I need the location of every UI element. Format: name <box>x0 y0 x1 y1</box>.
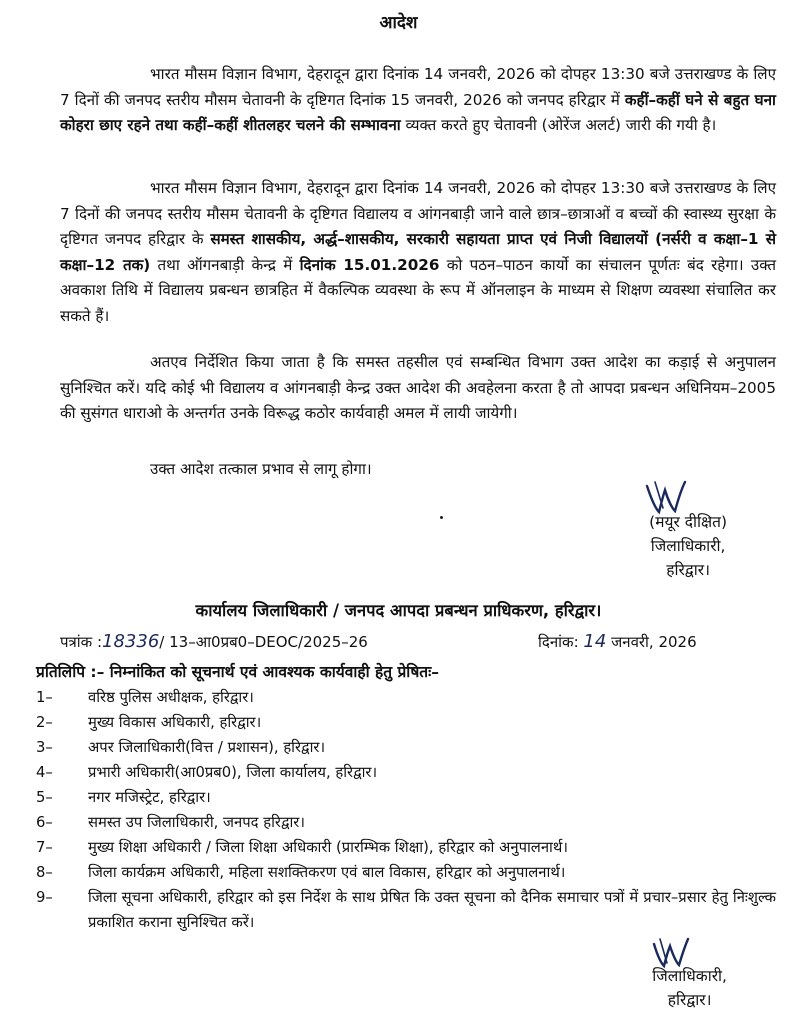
list-item <box>36 835 776 860</box>
list-item-text: मुख्य शिक्षा अधिकारी / जिला शिक्षा अधिकारी (प्रारम्भिक शिक्षा), हरिद्वार को अनुपालनार्थ। <box>88 839 568 856</box>
list-item-text: वरिष्ठ पुलिस अधीक्षक, हरिद्वार। <box>88 689 254 706</box>
list-item-number: 5– <box>36 789 53 806</box>
list-item-text: नगर मजिस्ट्रेट, हरिद्वार। <box>88 789 211 806</box>
paragraph-2-end: को पठन–पाठन कार्यो का संचालन पूर्णतः बंद रहेगा। उक्त अवकाश तिथि में विद्यालय प्रबन्धन छात्रहित में वैकल्पिक व्यवस्था के रूप में ऑनलाइन के माध्यम से शिक्षण व्यवस्था संचालित कर सकते हैं। <box>60 255 776 325</box>
paragraph-3-text: अतएव निर्देशित किया जाता है कि समस्त तहसील एवं सम्बन्धित विभाग उक्त आदेश का कड़ाई से अनुपालन सुनिश्चित करें। यदि कोई भी विद्यालय व आंगनबाड़ी केन्द्र उक्त आदेश की अवहेलना करता है तो आपदा प्रबन्धन अधिनियम–2005 की सुसंगत धाराओ के अन्तर्गत उनके विरूद्ध कठोर कार्यवाही अमल में लायी जायेगी। <box>60 353 776 422</box>
signature-block-1 <box>649 510 727 582</box>
reference-suffix: / 13–आ0प्रब0–DEOC/2025–26 <box>159 633 368 651</box>
signer-name: (मयूर दीक्षित) <box>649 513 727 531</box>
paragraph-weather-warning <box>60 62 776 139</box>
paragraph-4-text: उक्त आदेश तत्काल प्रभाव से लागू होगा। <box>150 460 372 478</box>
copy-heading: प्रतिलिपि :– निम्नांकित को सूचनार्थ एवं आवश्यक कार्यवाही हेतु प्रेषितः– <box>36 663 439 681</box>
list-item <box>36 710 776 735</box>
copy-recipient-list <box>36 685 776 935</box>
list-item <box>36 810 776 835</box>
list-item-number: 1– <box>36 689 53 706</box>
office-header: कार्यालय जिलाधिकारी / जनपद आपदा प्रबन्धन प्राधिकरण, हरिद्वार। <box>195 601 602 620</box>
order-title: आदेश <box>379 13 418 33</box>
stray-mark <box>440 516 443 519</box>
list-item-text: जिला कार्यक्रम अधिकारी, महिला सशक्तिकरण एवं बाल विकास, हरिद्वार को अनुपालनार्थ। <box>88 864 566 881</box>
list-item-number: 3– <box>36 739 53 756</box>
date-label: दिनांक: <box>538 633 579 651</box>
paragraph-school-closure <box>60 176 776 329</box>
list-item <box>36 785 776 810</box>
list-item-number: 9– <box>36 889 53 906</box>
date-month-year: जनवरी, 2026 <box>611 633 697 651</box>
list-item-text: मुख्य विकास अधिकारी, हरिद्वार। <box>88 714 262 731</box>
list-item <box>36 760 776 785</box>
list-item-number: 7– <box>36 839 53 856</box>
signer-designation: जिलाधिकारी, <box>650 537 726 555</box>
list-item <box>36 685 776 710</box>
list-item <box>36 860 776 885</box>
issue-date <box>538 631 697 652</box>
signer-2-place: हरिद्वार। <box>667 991 712 1009</box>
paragraph-1-text: भारत मौसम विज्ञान विभाग, देहरादून द्वारा दिनांक 14 जनवरी, 2026 को दोपहर 13:30 बजे उत्तराखण्ड के लिए 7 दिनों की जनपद स्तरीय मौसम चेतावनी के दृष्टिगत दिनांक 15 जनवरी, 2026 को जनपद हरिद्वार में <box>60 65 776 109</box>
signer-2-designation: जिलाधिकारी, <box>652 967 727 985</box>
signer-place: हरिद्वार। <box>666 561 710 579</box>
paragraph-compliance <box>60 350 776 427</box>
paragraph-1-bold: कहीं–कहीं घने से बहुत घना कोहरा छाए रहने तथा कहीं–कहीं शीतलहर चलने की सम्भावना <box>60 90 776 134</box>
reference-label: पत्रांक : <box>60 633 103 651</box>
paragraph-2-mid: तथा ऑगनबाड़ी केन्द्र में <box>150 255 300 274</box>
reference-handwritten-number: 18336 <box>102 631 160 652</box>
list-item-text: जिला सूचना अधिकारी, हरिद्वार को इस निर्देश के साथ प्रेषित कि उक्त सूचना को दैनिक समाचार पत्रों में प्रचार–प्रसार हेतु निःशुल्क प्रकाशित कराना सुनिश्चित करें। <box>88 889 776 931</box>
paragraph-2-text: भारत मौसम विज्ञान विभाग, देहरादून द्वारा दिनांक 14 जनवरी, 2026 को दोपहर 13:30 बजे उत्तराखण्ड के लिए 7 दिनों की जनपद स्तरीय मौसम चेतावनी के दृष्टिगत विद्यालय व आंगनबाड़ी जाने वाले छात्र–छात्राओं व बच्चों की स्वास्थ्य सुरक्षा के दृष्टिगत जनपद हरिद्वार के <box>60 179 776 248</box>
list-item-text: प्रभारी अधिकारी(आ0प्रब0), जिला कार्यालय, हरिद्वार। <box>88 764 378 781</box>
signature-block-2 <box>652 964 727 1012</box>
list-item-text: समस्त उप जिलाधिकारी, जनपद हरिद्वार। <box>88 814 305 831</box>
paragraph-2-bold-date: दिनांक 15.01.2026 <box>299 255 440 274</box>
list-item <box>36 735 776 760</box>
paragraph-1-end: व्यक्त करते हुए चेतावनी (ओरेंज अलर्ट) जारी की गयी है। <box>400 116 717 134</box>
paragraph-2-bold-schools: समस्त शासकीय, अर्द्ध–शासकीय, सरकारी सहायता प्राप्त एवं निजी विद्यालयों (नर्सरी व कक्षा–1 से कक्षा–12 तक) <box>60 230 776 274</box>
list-item-number: 8– <box>36 864 53 881</box>
date-handwritten-day: 14 <box>583 631 607 652</box>
list-item <box>36 885 776 935</box>
list-item-text: अपर जिलाधिकारी(वित्त / प्रशासन), हरिद्वार। <box>88 739 326 756</box>
list-item-number: 6– <box>36 814 53 831</box>
list-item-number: 4– <box>36 764 53 781</box>
list-item-number: 2– <box>36 714 53 731</box>
reference-number <box>60 631 368 652</box>
